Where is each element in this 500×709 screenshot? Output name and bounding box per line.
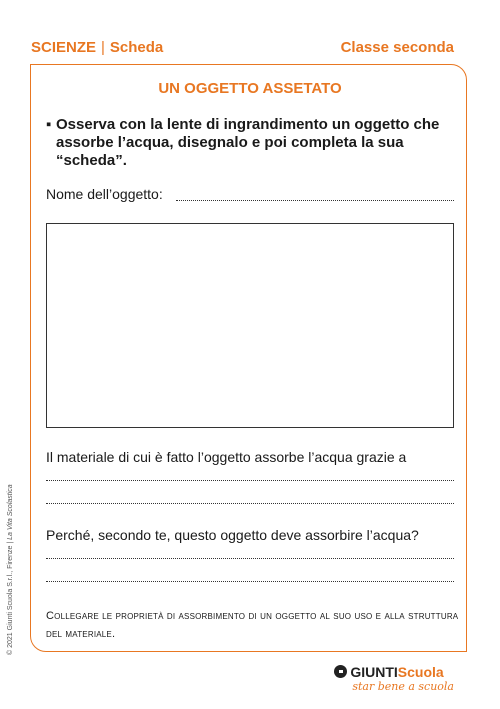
logo-tagline: star bene a scuola (352, 680, 454, 693)
giunti-logo-icon (334, 665, 347, 678)
bullet-icon: ▪ (46, 116, 52, 133)
object-name-line[interactable] (176, 200, 454, 201)
sheet-type-label: Scheda (109, 39, 164, 56)
worksheet-title: UN OGGETTO ASSETATO (158, 80, 342, 97)
logo-brand: GIUNTI (350, 664, 398, 680)
subject-label: SCIENZE (31, 39, 97, 56)
instruction-text: Osserva con la lente di ingrandimento un oggetto che assorbe l’acqua, disegnalo e poi completa la sua “scheda”. (56, 116, 440, 169)
learning-objective: Collegare le proprietà di assorbimento di un oggetto al suo uso e alla struttura del materiale. (46, 610, 459, 640)
answer-line-3[interactable] (46, 558, 454, 559)
magazine-name: La Vita Scolastica (7, 484, 14, 540)
answer-line-4[interactable] (46, 581, 454, 582)
grade-label: Classe seconda (340, 39, 454, 56)
answer-line-1[interactable] (46, 480, 454, 481)
logo-brand-accent: Scuola (397, 664, 444, 680)
question-material: Il materiale di cui è fatto l’oggetto assorbe l’acqua grazie a (46, 449, 407, 465)
drawing-box[interactable] (46, 223, 454, 428)
copyright-credit (7, 484, 14, 655)
answer-line-2[interactable] (46, 503, 454, 504)
object-name-label: Nome dell’oggetto: (46, 186, 163, 202)
copyright-text: © 2021 Giunti Scuola S.r.l., Firenze | (7, 539, 14, 655)
header-separator: | (101, 39, 105, 56)
header-subject (31, 39, 163, 56)
instruction (46, 116, 456, 170)
question-purpose: Perché, secondo te, questo oggetto deve assorbire l’acqua? (46, 527, 419, 543)
giunti-scuola-logo (334, 664, 454, 694)
